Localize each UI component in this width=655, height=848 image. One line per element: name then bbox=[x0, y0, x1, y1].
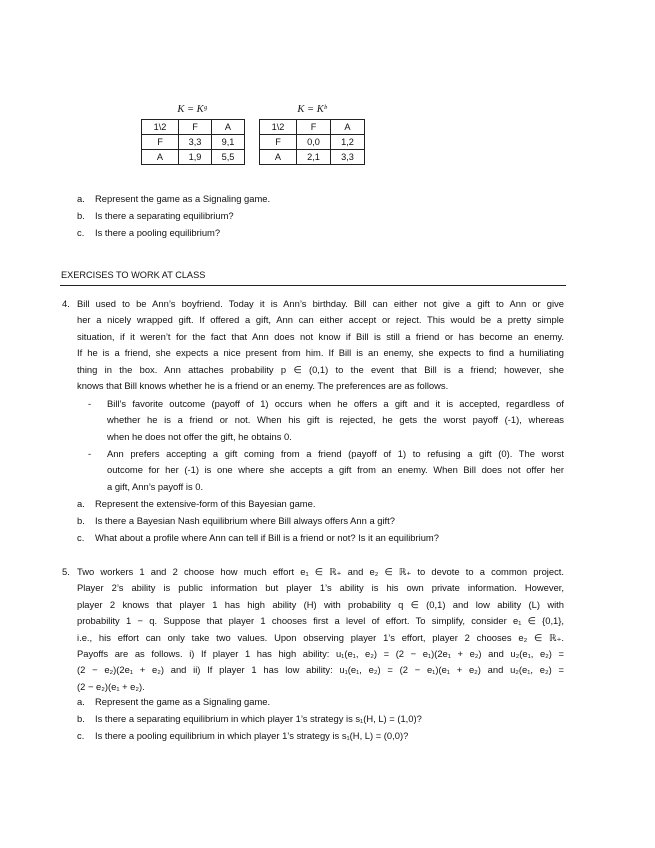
list-item: Represent the extensive-form of this Bayesian game. bbox=[95, 498, 316, 509]
list-marker: c. bbox=[77, 532, 85, 543]
list-marker: a. bbox=[77, 696, 85, 707]
list-item: What about a profile where Ann can tell if Bill is a friend or not? Is it an equilibrium? bbox=[95, 532, 439, 543]
text-line: Payoffs are as follows. i) If player 1 has high ability: u₁(e₁, e₂) = (2 − e₁)(2e₁ + e₂) and u₂(e₁, e₂) = bbox=[77, 647, 564, 659]
table-cell: A bbox=[331, 120, 365, 135]
table-row bbox=[142, 135, 245, 150]
exercise-5-number: 5. bbox=[62, 566, 70, 577]
list-item: Represent the game as a Signaling game. bbox=[95, 193, 271, 204]
text-line: (2 − e₂)(e₁ + e₂). bbox=[77, 680, 145, 692]
text-line: i.e., his effort can only take two values. Upon observing player 1’s effort, player 2 chooses e₂ ∈ ℝ₊. bbox=[77, 631, 564, 643]
table-cell: 1\2 bbox=[142, 120, 179, 135]
list-marker: b. bbox=[77, 713, 85, 724]
table-row bbox=[260, 135, 365, 150]
exercise-4-number: 4. bbox=[62, 298, 70, 309]
table-cell: 5,5 bbox=[212, 150, 245, 165]
text-line: Bill’s favorite outcome (payoff of 1) occurs when he offers a gift and it is accepted, regardless of bbox=[107, 398, 564, 409]
text-line: Ann prefers accepting a gift coming from a friend (payoff of 1) to refusing a gift (0). The worst bbox=[107, 448, 564, 459]
bullet-marker: - bbox=[88, 398, 92, 409]
list-marker: a. bbox=[77, 193, 85, 204]
list-marker: a. bbox=[77, 498, 85, 509]
table-cell: 9,1 bbox=[212, 135, 245, 150]
text-line: outcome for her (-1) is one where she accepts a gift from an enemy. When Bill does not offer her bbox=[107, 464, 564, 476]
payoff-table-kg bbox=[141, 119, 245, 165]
text-line: If he is a friend, she expects a nice present from him. If Bill is an enemy, she expects to find a humiliating bbox=[77, 347, 564, 359]
bullet-item-ann bbox=[107, 446, 564, 495]
text-line: thing in the box. Ann attaches probability p ∈ (0,1) to the event that Bill is a friend; however, she bbox=[77, 363, 564, 375]
text-line: situation, if it weren’t for the fact that Ann does not know if Bill is still a friend or has become an enemy. bbox=[77, 330, 564, 342]
table-cell: 3,3 bbox=[179, 135, 212, 150]
table-cell: A bbox=[142, 150, 179, 165]
table-cell: F bbox=[142, 135, 179, 150]
table-cell: F bbox=[260, 135, 297, 150]
text-line: when he does not offer the gift, he obtains 0. bbox=[107, 430, 292, 442]
bullet-item-bill bbox=[107, 396, 564, 445]
list-marker: c. bbox=[77, 227, 85, 238]
table-cell: A bbox=[260, 150, 297, 165]
table-cell: 2,1 bbox=[297, 150, 331, 165]
table-row bbox=[260, 150, 365, 165]
table-header-row bbox=[260, 120, 365, 135]
text-line: whether he is a friend or not. When his gift is rejected, he gets the worst payoff (-1), whereas bbox=[107, 414, 564, 426]
table-cell: F bbox=[297, 120, 331, 135]
list-item: Is there a separating equilibrium in which player 1’s strategy is s₁(H, L) = (1,0)? bbox=[95, 713, 422, 724]
section-divider bbox=[60, 285, 566, 286]
list-marker: b. bbox=[77, 210, 85, 221]
table-caption-kg: K = Kᵍ bbox=[177, 104, 207, 115]
table-cell: 1,9 bbox=[179, 150, 212, 165]
text-line: (2 − e₂)(2e₁ + e₂) and ii) If player 1 has low ability: u₁(e₁, e₂) = (2 − e₁)(e₁ + e₂) and u₂(e₁, e₂) = bbox=[77, 664, 564, 676]
text-line: Two workers 1 and 2 choose how much effort e₁ ∈ ℝ₊ and e₂ ∈ ℝ₊ to devote to a common project. bbox=[77, 566, 564, 577]
table-cell: A bbox=[212, 120, 245, 135]
text-line: a gift, Ann’s payoff is 0. bbox=[107, 480, 204, 492]
section-title: EXERCISES TO WORK AT CLASS bbox=[61, 270, 206, 280]
payoff-table-kb bbox=[259, 119, 365, 165]
list-item: Is there a Bayesian Nash equilibrium where Bill always offers Ann a gift? bbox=[95, 515, 395, 526]
text-line: Bill used to be Ann’s boyfriend. Today it is Ann’s birthday. Bill can either not give a gift to Ann or give bbox=[77, 298, 564, 309]
list-item: Is there a pooling equilibrium? bbox=[95, 227, 221, 238]
list-marker: b. bbox=[77, 515, 85, 526]
table-cell: F bbox=[179, 120, 212, 135]
exercise-5-text bbox=[77, 564, 564, 695]
list-item: Represent the game as a Signaling game. bbox=[95, 696, 271, 707]
table-cell: 1,2 bbox=[331, 135, 365, 150]
table-row bbox=[142, 150, 245, 165]
text-line: knows that Bill knows whether he is a friend or an enemy. The preferences are as follows. bbox=[77, 379, 449, 391]
table-caption-kb: K = Kᵇ bbox=[297, 104, 327, 115]
table-cell: 3,3 bbox=[331, 150, 365, 165]
list-marker: c. bbox=[77, 730, 85, 741]
table-cell: 0,0 bbox=[297, 135, 331, 150]
text-line: Player 2’s ability is public information but player 1’s ability is his own private information. However, bbox=[77, 582, 564, 594]
bullet-marker: - bbox=[88, 448, 92, 459]
exercise-4-text bbox=[77, 296, 564, 394]
text-line: probability 1 − q. Suppose that player 1 chooses first a level of effort. To simplify, consider e₁ ∈ {0,1}, bbox=[77, 615, 564, 627]
table-cell: 1\2 bbox=[260, 120, 297, 135]
text-line: her a nicely wrapped gift. If offered a gift, Ann can either accept or reject. This would be a pretty simple bbox=[77, 314, 564, 326]
text-line: player 2 knows that player 1 has high ability (H) with probability q ∈ (0,1) and low ability (L) with bbox=[77, 598, 564, 610]
table-header-row bbox=[142, 120, 245, 135]
list-item: Is there a pooling equilibrium in which player 1’s strategy is s₁(H, L) = (0,0)? bbox=[95, 730, 409, 741]
list-item: Is there a separating equilibrium? bbox=[95, 210, 234, 221]
